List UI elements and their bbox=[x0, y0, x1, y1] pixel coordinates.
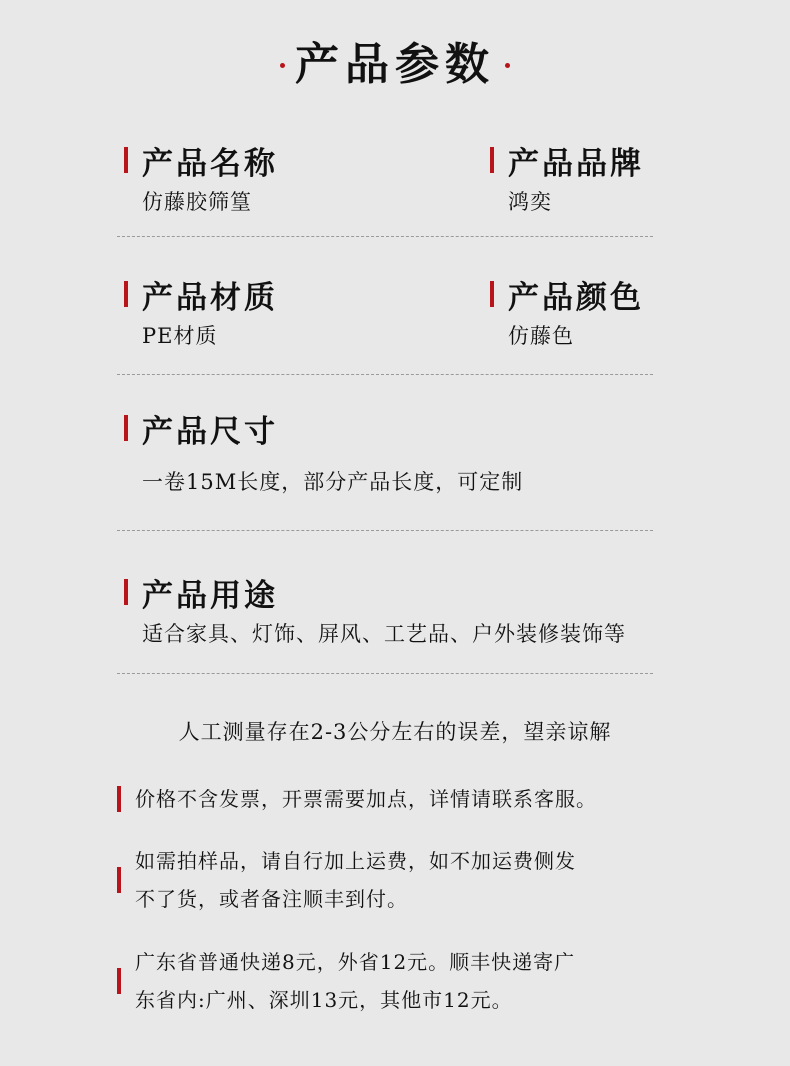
info-shipping bbox=[117, 943, 575, 1019]
param-value: 鸿奕 bbox=[508, 190, 552, 214]
divider bbox=[117, 374, 653, 375]
accent-bar bbox=[490, 147, 494, 173]
param-value: 一卷15M长度，部分产品长度，可定制 bbox=[142, 470, 524, 494]
param-label: 产品用途 bbox=[142, 577, 278, 614]
info-text: 东省内:广州、深圳13元，其他市12元。 bbox=[135, 988, 513, 1012]
divider bbox=[117, 236, 653, 237]
param-usage bbox=[124, 570, 626, 648]
accent-bar bbox=[490, 281, 494, 307]
info-text: 价格不含发票，开票需要加点，详情请联系客服。 bbox=[135, 787, 597, 811]
param-label: 产品尺寸 bbox=[142, 413, 278, 450]
title-dot-right bbox=[505, 63, 510, 68]
param-value: PE材质 bbox=[142, 324, 218, 348]
param-value: 仿藤色 bbox=[508, 324, 574, 348]
info-sample bbox=[117, 842, 576, 918]
info-text: 不了货，或者备注顺丰到付。 bbox=[135, 887, 408, 911]
accent-bar bbox=[124, 147, 128, 173]
accent-bar bbox=[117, 968, 121, 994]
accent-bar bbox=[124, 415, 128, 441]
title-block bbox=[0, 28, 790, 92]
info-invoice bbox=[117, 780, 597, 818]
info-text: 广东省普通快递8元，外省12元。顺丰快递寄广 bbox=[135, 950, 576, 974]
accent-bar bbox=[124, 281, 128, 307]
accent-bar bbox=[117, 867, 121, 893]
divider bbox=[117, 673, 653, 674]
accent-bar bbox=[117, 786, 121, 812]
page-title: 产品参数 bbox=[295, 39, 495, 90]
param-value: 仿藤胶筛篁 bbox=[142, 190, 252, 214]
param-name bbox=[124, 138, 278, 216]
param-label: 产品颜色 bbox=[508, 279, 644, 316]
title-dot-left bbox=[280, 63, 285, 68]
param-label: 产品名称 bbox=[142, 145, 278, 182]
measurement-note: 人工测量存在2-3公分左右的误差，望亲谅解 bbox=[178, 720, 612, 744]
info-text: 如需拍样品，请自行加上运费，如不加运费侧发 bbox=[135, 849, 576, 873]
param-brand bbox=[490, 138, 644, 216]
divider bbox=[117, 530, 653, 531]
param-label: 产品品牌 bbox=[508, 145, 644, 182]
param-size bbox=[124, 406, 523, 496]
param-label: 产品材质 bbox=[142, 279, 278, 316]
param-color bbox=[490, 272, 644, 350]
param-value: 适合家具、灯饰、屏风、工艺品、户外装修装饰等 bbox=[142, 622, 626, 646]
param-material bbox=[124, 272, 278, 350]
accent-bar bbox=[124, 579, 128, 605]
